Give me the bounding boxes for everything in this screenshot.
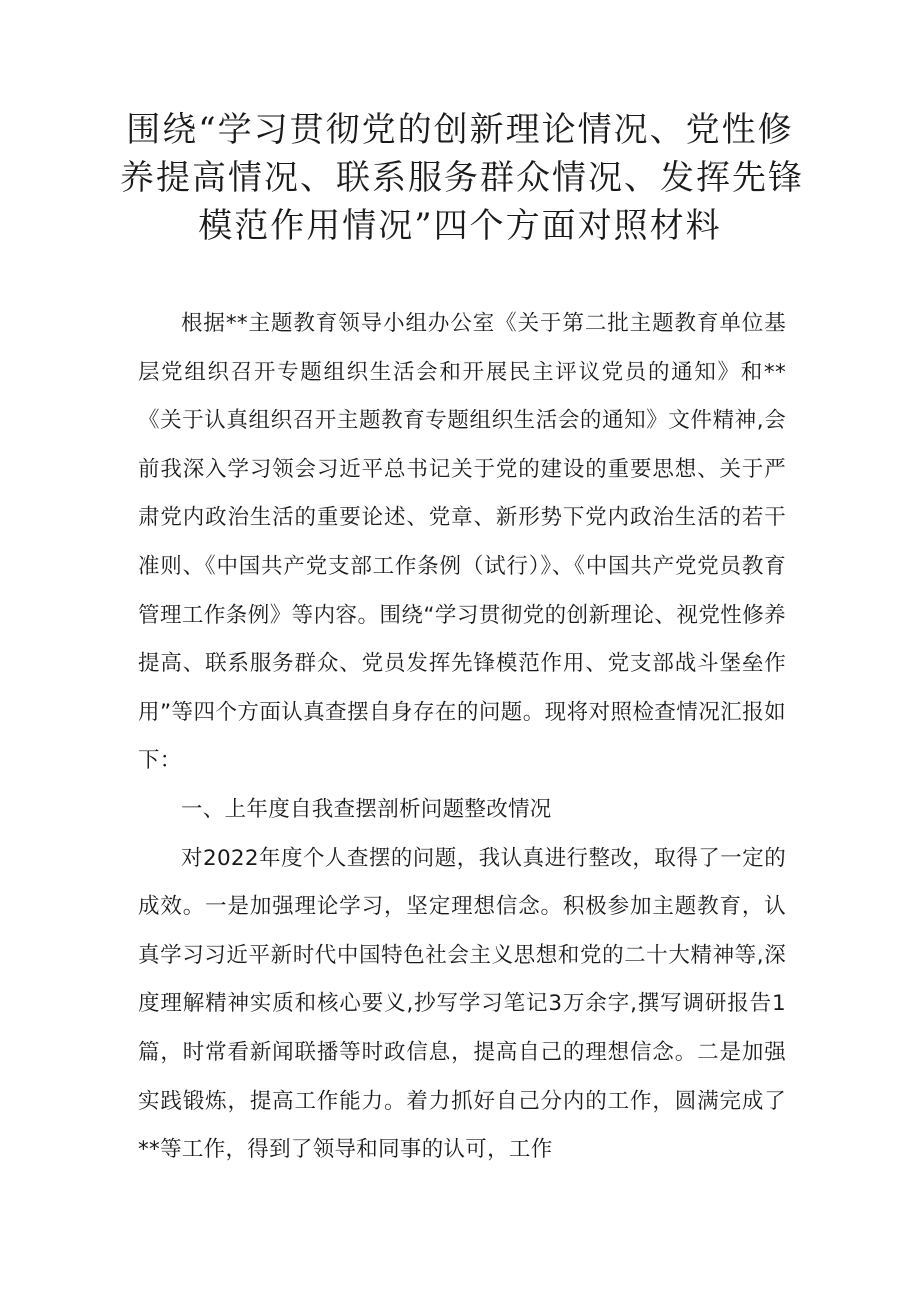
section-heading: 一、上年度自我查摆剖析问题整改情况 bbox=[181, 796, 552, 822]
title-line-1: 围绕“学习贯彻党的创新理论情况、党性修 bbox=[126, 110, 794, 150]
document-body bbox=[138, 300, 786, 1175]
title-line-3: 模范作用情况”四个方面对照材料 bbox=[198, 206, 722, 246]
document-title bbox=[120, 106, 804, 250]
title-line-2: 养提高情况、联系服务群众情况、发挥先锋 bbox=[120, 158, 804, 198]
intro-paragraph: 根据**主题教育领导小组办公室《关于第二批主题教育单位基层党组织召开专题组织生活会和开展民主评议党员的通知》和**《关于认真组织召开主题教育专题组织生活会的通知》文件精神,会前我深入学习领会习近平总书记关于党的建设的重要思想、关于严肃党内政治生活的重要论述、党章、新形势下党内政治生活的若干准则、《中国共产党支部工作条例（试行）》、《中国共产党党员教育管理工作条例》等内容。围绕“学习贯彻党的创新理论、视党性修养提高、联系服务群众、党员发挥先锋模范作用、党支部战斗堡垒作用”等四个方面认真查摆自身存在的问题。现将对照检查情况汇报如下： bbox=[138, 311, 786, 774]
rectification-paragraph: 对2022年度个人查摆的问题，我认真进行整改，取得了一定的成效。一是加强理论学习，坚定理想信念。积极参加主题教育，认真学习习近平新时代中国特色社会主义思想和党的二十大精神等,深度理解精神实质和核心要义,抄写学习笔记3万余字,撰写调研报告1篇，时常看新闻联播等时政信息，提高自己的理想信念。二是加强实践锻炼，提高工作能力。着力抓好自己分内的工作，圆满完成了**等工作，得到了领导和同事的认可，工作 bbox=[138, 845, 786, 1163]
